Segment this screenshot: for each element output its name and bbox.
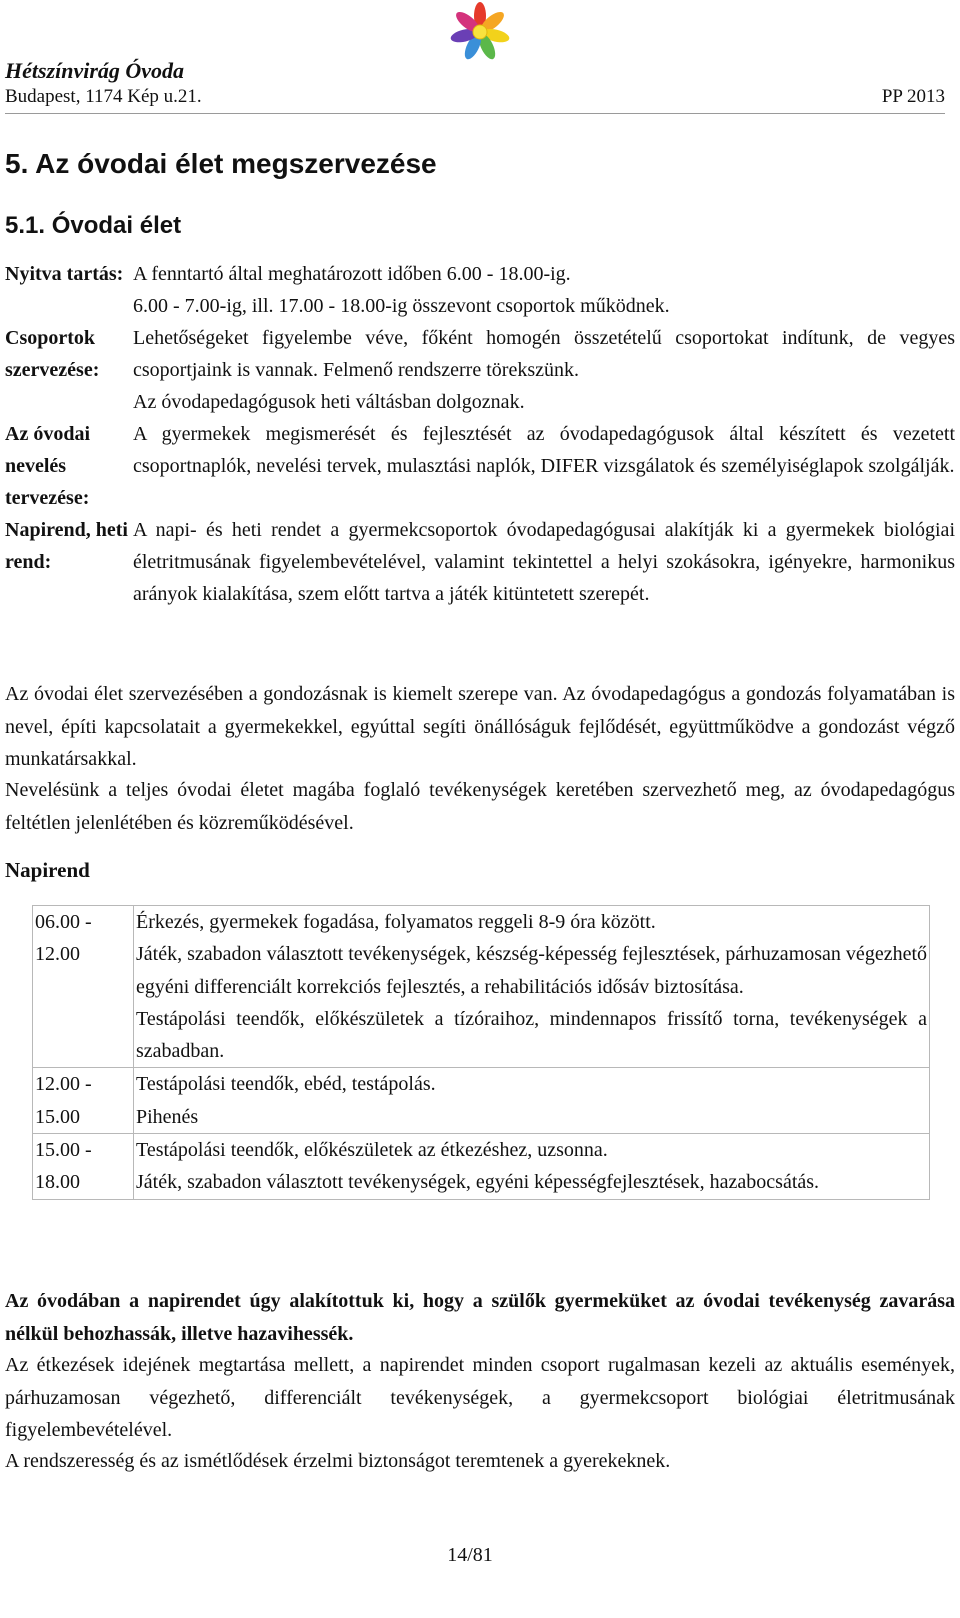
info-line: Az óvodapedagógusok heti váltásban dolgoznak. [133, 391, 525, 413]
info-line: A gyermekek megismerését és fejlesztését az óvodapedagógusok által készített és vezetett csoportnaplók, nevelési tervek, mulasztási naplók, DIFER vizsgálatok és személyiséglapok szolgálják. [133, 423, 955, 477]
school-name: Hétszínvirág Óvoda [5, 58, 185, 83]
schedule-description [134, 1134, 930, 1200]
subsection-title: 5.1. Óvodai élet [5, 212, 182, 239]
schedule-item: Érkezés, gyermekek fogadása, folyamatos reggeli 8-9 óra között. [136, 911, 656, 933]
info-row-nyitvatartas [5, 258, 955, 322]
info-row-tervezes [5, 418, 955, 514]
info-label: Napirend, heti rend: [5, 519, 128, 573]
section-title: 5. Az óvodai élet megszervezése [5, 148, 437, 179]
page-number: 14/81 [447, 1544, 493, 1566]
schedule-item: Testápolási teendők, ebéd, testápolás. [136, 1073, 436, 1096]
info-block [5, 258, 955, 610]
info-label: Az óvodai nevelés tervezése: [5, 423, 90, 509]
schedule-time: 06.00 - 12.00 [33, 906, 134, 1068]
info-text [133, 418, 955, 514]
info-line: A fenntartó által meghatározott időben 6.00 - 18.00-ig. [133, 263, 571, 285]
schedule-item: Játék, szabadon választott tevékenységek, egyéni képességfejlesztések, hazabocsátás. [136, 1171, 820, 1194]
info-line: A napi- és heti rendet a gyermekcsoportok óvodapedagógusai alakítják ki a gyermekek biológiai életritmusának figyelembevételével, valamint tekintettel a helyi szokásokra, igényekre, harmonikus arányok kialakítása, szem előtt tartva a játék kitüntetett szerepét. [133, 519, 955, 605]
schedule-item: Pihenés [136, 1105, 199, 1128]
paragraph-etkezesek: Az étkezések idejének megtartása mellett, a napirendet minden csoport rugalmasan kezeli az aktuális események, párhuzamosan végezhető, differenciált tevékenységek, a gyermekcsoport biológiai életritmusának figyelembevételével. [5, 1354, 955, 1441]
table-row [33, 1134, 930, 1200]
paragraph-napirend-bold: Az óvodában a napirendet úgy alakítottuk ki, hogy a szülők gyermeküket az óvodai tevékenység zavarása nélkül behozhassák, illetve hazavihessék. [5, 1290, 955, 1345]
schedule-item: Testápolási teendők, előkészületek a tízóraihoz, mindennapos frissítő torna, tevékenységek a szabadban. [136, 1007, 927, 1063]
table-row [33, 1068, 930, 1134]
schedule-title: Napirend [5, 858, 90, 882]
info-line: Lehetőségeket figyelembe véve, főként homogén összetételű csoportokat indítunk, de vegyes csoportjaink is vannak. Felmenő rendszerre törekszünk. [133, 327, 955, 381]
paragraph-rendszeresseg: A rendszeresség és az ismétlődések érzelmi biztonságot teremtenek a gyerekeknek. [5, 1450, 671, 1472]
schedule-time: 12.00 - 15.00 [33, 1068, 134, 1134]
paragraph-gondozas: Az óvodai élet szervezésében a gondozásnak is kiemelt szerepe van. Az óvodapedagógus a gondozás folyamatában is nevel, építi kapcsolatait a gyermekekkel, egyúttal segíti önállóságuk fejlődését, együttműködve a gondozást végző munkatársakkal. [5, 683, 955, 770]
schedule-description [134, 906, 930, 1068]
schedule-item: Testápolási teendők, előkészületek az étkezéshez, uzsonna. [136, 1139, 608, 1162]
flower-logo-icon [430, 2, 530, 64]
header-divider [5, 113, 945, 114]
program-year: PP 2013 [881, 86, 945, 107]
info-label: Nyitva tartás: [5, 263, 124, 285]
table-row [33, 906, 930, 1068]
info-row-napirend [5, 514, 955, 610]
info-text [133, 322, 955, 418]
info-text [133, 258, 955, 322]
schedule-table [32, 905, 930, 1200]
info-row-csoportok [5, 322, 955, 418]
info-line: 6.00 - 7.00-ig, ill. 17.00 - 18.00-ig összevont csoportok működnek. [133, 295, 670, 317]
school-address: Budapest, 1174 Kép u.21. [5, 86, 202, 107]
schedule-item: Játék, szabadon választott tevékenységek, készség-képesség fejlesztések, párhuzamosan végezhető egyéni differenciált korrekciós fejlesztés, a rehabilitációs idősáv biztosítása. [136, 943, 927, 998]
info-label: Csoportok szervezése: [5, 327, 100, 381]
schedule-time: 15.00 - 18.00 [33, 1134, 134, 1200]
schedule-description [134, 1068, 930, 1134]
paragraph-neveles: Nevelésünk a teljes óvodai életet magába foglaló tevékenységek keretében szervezhető meg, az óvodapedagógus feltétlen jelenlétében és közreműködésével. [5, 779, 955, 834]
info-text [133, 514, 955, 610]
